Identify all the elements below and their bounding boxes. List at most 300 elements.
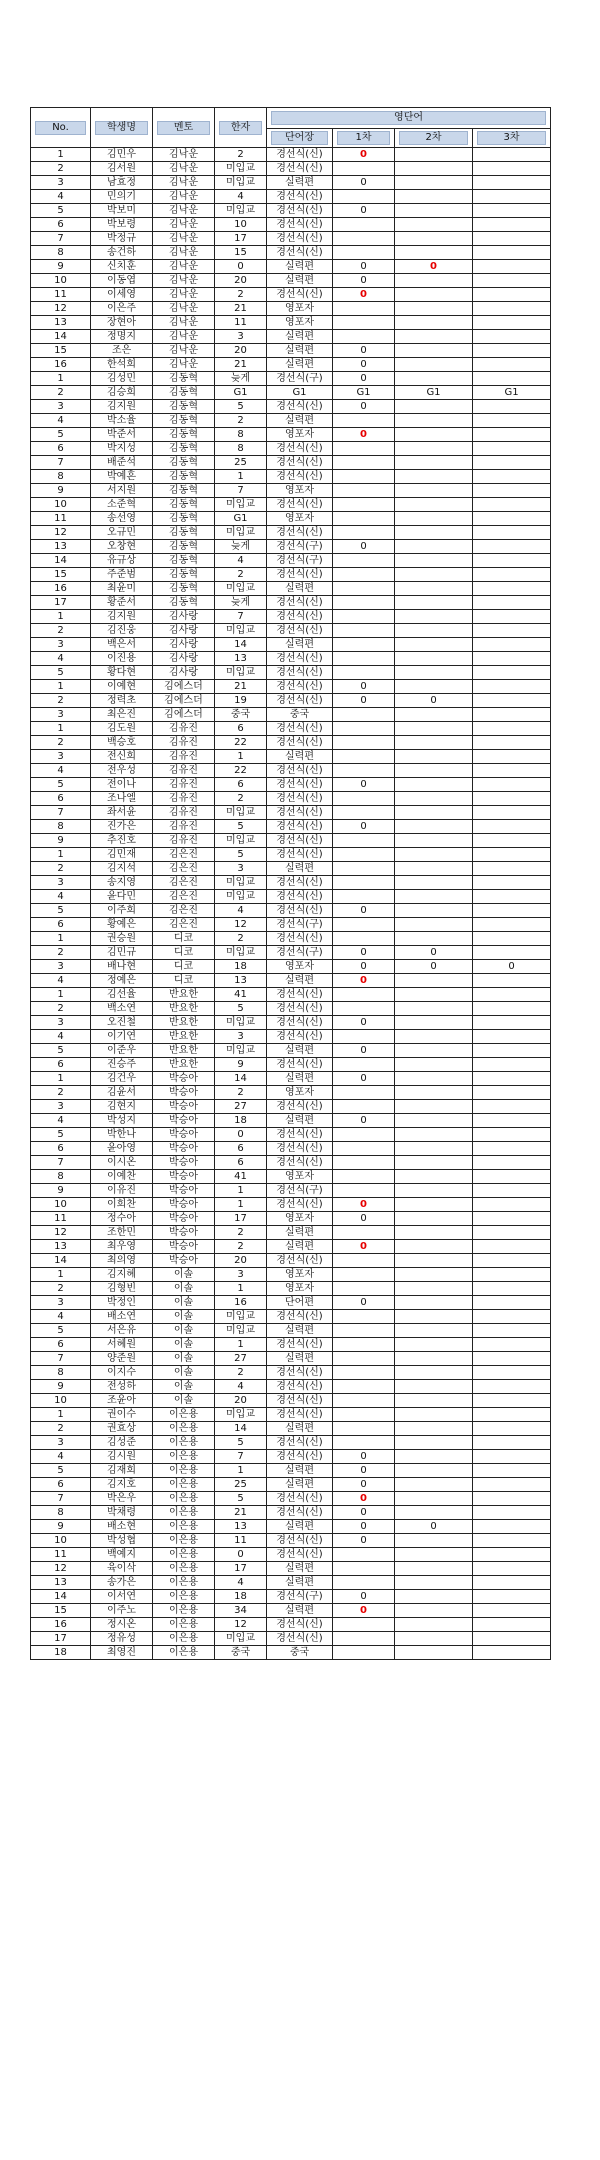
cell-mentor: 김낙운 [153,288,215,302]
cell-round3 [473,246,551,260]
cell-student: 박은우 [91,1492,153,1506]
cell-student: 박지성 [91,442,153,456]
cell-round1: 0 [333,274,395,288]
cell-no: 2 [31,862,91,876]
cell-mentor: 이솔 [153,1310,215,1324]
cell-no: 9 [31,484,91,498]
cell-round3 [473,1408,551,1422]
cell-round3: G1 [473,386,551,400]
cell-student: 김민우 [91,148,153,162]
cell-round1 [333,1618,395,1632]
cell-mentor: 김유진 [153,750,215,764]
cell-round1 [333,1268,395,1282]
cell-stage: 경선식(신) [267,624,333,638]
cell-mentor: 이은용 [153,1492,215,1506]
cell-student: 백소연 [91,1002,153,1016]
cell-stage: 경선식(신) [267,610,333,624]
cell-round1 [333,1128,395,1142]
cell-hanja: 2 [215,1226,267,1240]
cell-no: 2 [31,1282,91,1296]
cell-student: 조나엘 [91,792,153,806]
cell-round1 [333,750,395,764]
cell-no: 3 [31,400,91,414]
cell-stage: 영포자 [267,1086,333,1100]
cell-round1 [333,414,395,428]
cell-round2 [395,1408,473,1422]
cell-mentor: 이은용 [153,1436,215,1450]
cell-no: 1 [31,680,91,694]
cell-hanja: 3 [215,330,267,344]
cell-no: 6 [31,1478,91,1492]
cell-round2 [395,344,473,358]
cell-hanja: 2 [215,288,267,302]
cell-stage: 경선식(구) [267,1590,333,1604]
cell-round1: 0 [333,204,395,218]
cell-no: 8 [31,1170,91,1184]
table-row [31,792,551,806]
cell-mentor: 김낙운 [153,232,215,246]
table-row [31,708,551,722]
cell-round3 [473,1086,551,1100]
table-row [31,470,551,484]
cell-round1 [333,932,395,946]
cell-no: 5 [31,666,91,680]
cell-mentor: 이은용 [153,1478,215,1492]
cell-round1: 0 [333,974,395,988]
cell-student: 김승희 [91,386,153,400]
table-row [31,1548,551,1562]
cell-mentor: 이솔 [153,1352,215,1366]
cell-stage: 경선식(신) [267,1156,333,1170]
table-row [31,162,551,176]
cell-round2 [395,1562,473,1576]
cell-mentor: 김낙운 [153,190,215,204]
cell-no: 9 [31,260,91,274]
cell-round2 [395,400,473,414]
cell-mentor: 박승아 [153,1100,215,1114]
table-row [31,330,551,344]
cell-student: 김지석 [91,862,153,876]
cell-round3 [473,890,551,904]
cell-no: 2 [31,624,91,638]
cell-student: 백예지 [91,1548,153,1562]
col-header-round1: 1차 [333,129,395,148]
table-row [31,918,551,932]
cell-student: 배소현 [91,1520,153,1534]
cell-round1 [333,232,395,246]
cell-round2 [395,1142,473,1156]
cell-stage: 실력편 [267,1478,333,1492]
cell-stage: 경선식(신) [267,1548,333,1562]
table-row [31,1464,551,1478]
cell-mentor: 디코 [153,974,215,988]
cell-student: 이유진 [91,1184,153,1198]
cell-hanja: 4 [215,1576,267,1590]
cell-student: 김지원 [91,400,153,414]
cell-round1: 0 [333,694,395,708]
cell-student: 전성하 [91,1380,153,1394]
cell-round3 [473,1422,551,1436]
cell-stage: 경선식(신) [267,190,333,204]
cell-round3 [473,470,551,484]
table-row [31,596,551,610]
cell-stage: 경선식(신) [267,988,333,1002]
cell-hanja: 17 [215,232,267,246]
cell-round2 [395,512,473,526]
cell-stage: 실력편 [267,414,333,428]
cell-stage: 경선식(신) [267,666,333,680]
cell-hanja: 25 [215,1478,267,1492]
cell-round1 [333,848,395,862]
table-row [31,414,551,428]
cell-round3 [473,1576,551,1590]
cell-round1 [333,1646,395,1660]
cell-student: 김민재 [91,848,153,862]
cell-student: 송선영 [91,512,153,526]
cell-stage: 경선식(구) [267,554,333,568]
cell-round2 [395,316,473,330]
cell-stage: 영포자 [267,1212,333,1226]
cell-hanja: 11 [215,316,267,330]
cell-mentor: 반요한 [153,1030,215,1044]
cell-round1 [333,876,395,890]
cell-round3 [473,1226,551,1240]
cell-hanja: G1 [215,512,267,526]
col-header-round2: 2차 [395,129,473,148]
table-row [31,750,551,764]
cell-hanja: 19 [215,694,267,708]
cell-round3 [473,1282,551,1296]
cell-mentor: 김은진 [153,918,215,932]
cell-hanja: 16 [215,1296,267,1310]
cell-stage: 실력편 [267,1520,333,1534]
table-row [31,904,551,918]
cell-round1: 0 [333,1044,395,1058]
cell-round2 [395,1198,473,1212]
cell-mentor: 이은용 [153,1422,215,1436]
table-row [31,1646,551,1660]
cell-round2 [395,1254,473,1268]
cell-stage: 실력편 [267,344,333,358]
cell-no: 13 [31,316,91,330]
cell-student: 송가은 [91,1576,153,1590]
cell-mentor: 김동혁 [153,498,215,512]
cell-round3 [473,1520,551,1534]
cell-no: 2 [31,946,91,960]
cell-round2 [395,876,473,890]
cell-no: 12 [31,526,91,540]
cell-no: 8 [31,246,91,260]
cell-hanja: 14 [215,638,267,652]
cell-round1 [333,1562,395,1576]
cell-round3 [473,806,551,820]
table-row [31,1268,551,1282]
cell-round1 [333,1030,395,1044]
cell-mentor: 이솔 [153,1324,215,1338]
cell-student: 육이삭 [91,1562,153,1576]
cell-hanja: 21 [215,358,267,372]
cell-mentor: 김낙운 [153,204,215,218]
cell-stage: 경선식(신) [267,148,333,162]
cell-stage: 경선식(신) [267,876,333,890]
cell-mentor: 박승아 [153,1142,215,1156]
cell-mentor: 반요한 [153,1016,215,1030]
table-header [31,108,551,148]
cell-hanja: 21 [215,1506,267,1520]
cell-hanja: 5 [215,848,267,862]
cell-round2 [395,764,473,778]
cell-round2: 0 [395,694,473,708]
table-row [31,1506,551,1520]
cell-no: 5 [31,428,91,442]
cell-round1 [333,1324,395,1338]
table-row [31,652,551,666]
cell-no: 5 [31,904,91,918]
cell-hanja: 미입교 [215,582,267,596]
cell-round3 [473,1324,551,1338]
table-row [31,1044,551,1058]
cell-no: 12 [31,1562,91,1576]
cell-round2 [395,1212,473,1226]
cell-mentor: 김에스더 [153,694,215,708]
cell-no: 14 [31,1254,91,1268]
cell-no: 10 [31,274,91,288]
cell-round1 [333,1576,395,1590]
cell-mentor: 김동혁 [153,582,215,596]
cell-hanja: 12 [215,1618,267,1632]
cell-round2 [395,1632,473,1646]
cell-no: 8 [31,470,91,484]
cell-round3 [473,162,551,176]
cell-mentor: 김은진 [153,862,215,876]
table-row [31,1534,551,1548]
cell-no: 4 [31,414,91,428]
cell-stage: 실력편 [267,1240,333,1254]
cell-student: 전신희 [91,750,153,764]
cell-student: 이지수 [91,1366,153,1380]
cell-no: 8 [31,820,91,834]
cell-round1: 0 [333,260,395,274]
cell-stage: 경선식(신) [267,218,333,232]
cell-student: 민의기 [91,190,153,204]
cell-no: 5 [31,778,91,792]
cell-round2 [395,1380,473,1394]
cell-round3 [473,1548,551,1562]
cell-stage: 경선식(신) [267,498,333,512]
cell-hanja: 중국 [215,708,267,722]
cell-hanja: 미입교 [215,890,267,904]
cell-student: 이주노 [91,1604,153,1618]
cell-round2 [395,1436,473,1450]
table-row [31,274,551,288]
cell-stage: 실력편 [267,1226,333,1240]
table-row [31,1254,551,1268]
cell-stage: 영포자 [267,960,333,974]
cell-hanja: 늦게 [215,372,267,386]
cell-round2 [395,288,473,302]
cell-stage: 실력편 [267,1352,333,1366]
cell-no: 9 [31,1380,91,1394]
cell-round3 [473,428,551,442]
cell-round1: 0 [333,1072,395,1086]
table-row [31,498,551,512]
cell-mentor: 김동혁 [153,484,215,498]
cell-stage: 경선식(신) [267,288,333,302]
cell-student: 정명지 [91,330,153,344]
cell-mentor: 반요한 [153,1044,215,1058]
cell-round1 [333,512,395,526]
cell-student: 정수아 [91,1212,153,1226]
cell-round1: 0 [333,960,395,974]
cell-student: 김도원 [91,722,153,736]
cell-student: 주준범 [91,568,153,582]
cell-round2 [395,974,473,988]
cell-stage: 실력편 [267,1604,333,1618]
cell-stage: 경선식(신) [267,1366,333,1380]
cell-round2 [395,918,473,932]
cell-no: 4 [31,652,91,666]
cell-mentor: 이은용 [153,1590,215,1604]
cell-student: 이주희 [91,904,153,918]
cell-student: 정시온 [91,1618,153,1632]
cell-mentor: 박승아 [153,1198,215,1212]
cell-round1: 0 [333,1506,395,1520]
cell-hanja: 미입교 [215,1016,267,1030]
cell-round3 [473,1156,551,1170]
cell-stage: G1 [267,386,333,400]
cell-stage: 실력편 [267,1562,333,1576]
table-row [31,1618,551,1632]
cell-round3 [473,666,551,680]
cell-mentor: 김동혁 [153,386,215,400]
cell-mentor: 김낙운 [153,246,215,260]
cell-round1: 0 [333,904,395,918]
cell-student: 전이나 [91,778,153,792]
cell-hanja: 17 [215,1212,267,1226]
cell-student: 진가은 [91,820,153,834]
cell-round1 [333,988,395,1002]
cell-no: 15 [31,568,91,582]
table-row [31,1212,551,1226]
cell-round2 [395,904,473,918]
cell-round1: 0 [333,1590,395,1604]
cell-round2 [395,1184,473,1198]
cell-round2 [395,330,473,344]
cell-round1 [333,596,395,610]
cell-stage: 실력편 [267,330,333,344]
cell-round2 [395,820,473,834]
cell-round2 [395,232,473,246]
cell-hanja: 15 [215,246,267,260]
cell-round3 [473,190,551,204]
cell-stage: 경선식(신) [267,1492,333,1506]
cell-round1 [333,470,395,484]
table-row [31,358,551,372]
cell-round1 [333,162,395,176]
cell-round1 [333,554,395,568]
cell-hanja: 0 [215,1128,267,1142]
cell-round3 [473,1254,551,1268]
cell-hanja: 늦게 [215,596,267,610]
cell-round3 [473,1240,551,1254]
cell-round3 [473,1198,551,1212]
cell-student: 김민규 [91,946,153,960]
table-row [31,442,551,456]
cell-stage: 실력편 [267,358,333,372]
table-row [31,204,551,218]
cell-mentor: 이은용 [153,1604,215,1618]
cell-stage: 경선식(신) [267,652,333,666]
cell-hanja: 5 [215,820,267,834]
cell-round3 [473,1002,551,1016]
cell-round3 [473,792,551,806]
cell-round1: 0 [333,1198,395,1212]
cell-stage: 실력편 [267,638,333,652]
cell-round1 [333,736,395,750]
cell-round2 [395,1590,473,1604]
cell-round3 [473,1268,551,1282]
cell-round3 [473,820,551,834]
cell-stage: 경선식(신) [267,1058,333,1072]
cell-no: 4 [31,1030,91,1044]
cell-round1: 0 [333,372,395,386]
cell-round1: 0 [333,1114,395,1128]
col-header-no: No. [31,108,91,148]
cell-student: 황다현 [91,666,153,680]
cell-mentor: 김동혁 [153,596,215,610]
cell-student: 최영진 [91,1646,153,1660]
cell-round2 [395,890,473,904]
cell-hanja: 2 [215,792,267,806]
cell-stage: 경선식(신) [267,1030,333,1044]
cell-student: 박성지 [91,1114,153,1128]
cell-round3 [473,400,551,414]
table-row [31,1366,551,1380]
cell-stage: 실력편 [267,974,333,988]
cell-round2 [395,596,473,610]
cell-round3 [473,274,551,288]
cell-round2 [395,176,473,190]
cell-mentor: 김사랑 [153,638,215,652]
cell-round2 [395,708,473,722]
cell-mentor: 이은용 [153,1534,215,1548]
cell-hanja: 미입교 [215,876,267,890]
cell-round2 [395,414,473,428]
cell-stage: 경선식(신) [267,890,333,904]
cell-stage: 경선식(신) [267,1128,333,1142]
cell-student: 박정규 [91,232,153,246]
cell-hanja: 5 [215,1436,267,1450]
cell-round1 [333,1226,395,1240]
cell-round3 [473,1128,551,1142]
cell-mentor: 김동혁 [153,414,215,428]
cell-stage: 경선식(신) [267,834,333,848]
cell-student: 장현아 [91,316,153,330]
cell-hanja: 20 [215,1254,267,1268]
cell-round3 [473,764,551,778]
cell-round2 [395,1268,473,1282]
cell-stage: 경선식(신) [267,1408,333,1422]
cell-stage: 경선식(신) [267,904,333,918]
col-header-hanja: 한자 [215,108,267,148]
table-row [31,890,551,904]
cell-round3 [473,904,551,918]
cell-no: 2 [31,386,91,400]
cell-mentor: 김동혁 [153,442,215,456]
cell-round2 [395,862,473,876]
cell-no: 3 [31,1016,91,1030]
cell-no: 6 [31,218,91,232]
